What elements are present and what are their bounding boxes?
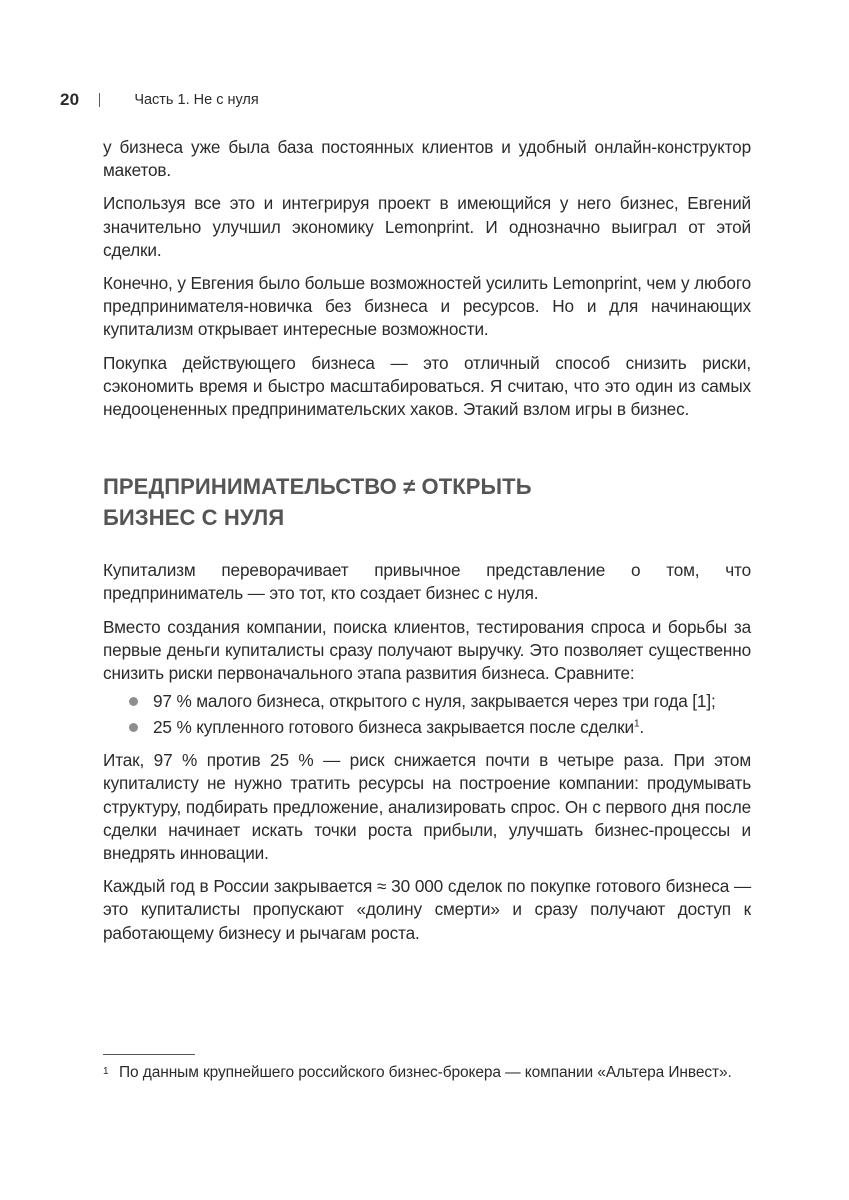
page-header — [60, 88, 259, 112]
footnote-text: По данным крупнейшего российского бизнес-брокера — компании «Альтера Инвест». — [119, 1064, 732, 1081]
footnote-mark: 1 — [103, 1066, 109, 1077]
paragraph: Конечно, у Евгения было больше возможностей усилить Lemonprint, чем у любого предпринимателя-новичка без бизнеса и ресурсов. Но и для начинающих купитализм открывает интересные возможности. — [103, 273, 751, 340]
bullet-dot-icon — [129, 723, 138, 732]
paragraph: Покупка действующего бизнеса — это отличный способ снизить риски, сэкономить время и быстро масштабироваться. Я считаю, что это один из самых недооцененных предпринимательских хаков. Этакий взлом игры в бизнес. — [103, 352, 751, 420]
paragraph: Купитализм переворачивает привычное представление о том, что предприниматель — это тот, кто создает бизнес с нуля. — [103, 560, 751, 604]
paragraph: Итак, 97 % против 25 % — риск снижается почти в четыре раза. При этом купиталисту не нужно тратить ресурсы на построение компании: продумывать структуру, подбирать предложение, анализировать спрос. Он с первого дня после сделки начинает искать точки роста прибыли, улучшать бизнес-процессы и внедрять инновации. — [103, 750, 751, 864]
bullet-list — [103, 688, 751, 740]
running-title: Часть 1. Не с нуля — [134, 92, 259, 108]
list-item — [103, 714, 751, 740]
list-item-text: 97 % малого бизнеса, открытого с нуля, закрывается через три года [1]; — [153, 691, 716, 712]
page-body — [103, 136, 751, 955]
page-number: 20 — [60, 90, 80, 109]
list-item-punctuation: . — [639, 717, 645, 738]
list-item-text: 25 % купленного готового бизнеса закрывается после сделки — [153, 717, 634, 738]
paragraph: Используя все это и интегрируя проект в имеющийся у него бизнес, Евгений значительно улучшил экономику Lemonprint. И однозначно выиграл от этой сделки. — [103, 193, 751, 260]
list-item — [103, 688, 751, 714]
footnote — [103, 1062, 751, 1084]
paragraph: Вместо создания компании, поиска клиентов, тестирования спроса и борьбы за первые деньги купиталисты сразу получают выручку. Это позволяет существенно снизить риски первоначального этапа развития бизнеса. Сравните: — [103, 616, 751, 684]
section-heading — [103, 471, 751, 533]
footnote-divider — [103, 1054, 195, 1055]
paragraph: Каждый год в России закрывается ≈ 30 000 сделок по покупке готового бизнеса — это купиталисты пропускают «долину смерти» и сразу получают доступ к работающему бизнесу и рычагам роста. — [103, 876, 751, 943]
section-heading-line: ПРЕДПРИНИМАТЕЛЬСТВО ≠ ОТКРЫТЬ — [103, 474, 532, 500]
bullet-dot-icon — [129, 697, 138, 706]
paragraph: у бизнеса уже была база постоянных клиентов и удобный онлайн-конструктор макетов. — [103, 137, 751, 181]
section-heading-line: БИЗНЕС С НУЛЯ — [103, 505, 285, 531]
footnote-reference[interactable]: 1 — [634, 718, 640, 730]
header-divider — [99, 93, 100, 107]
